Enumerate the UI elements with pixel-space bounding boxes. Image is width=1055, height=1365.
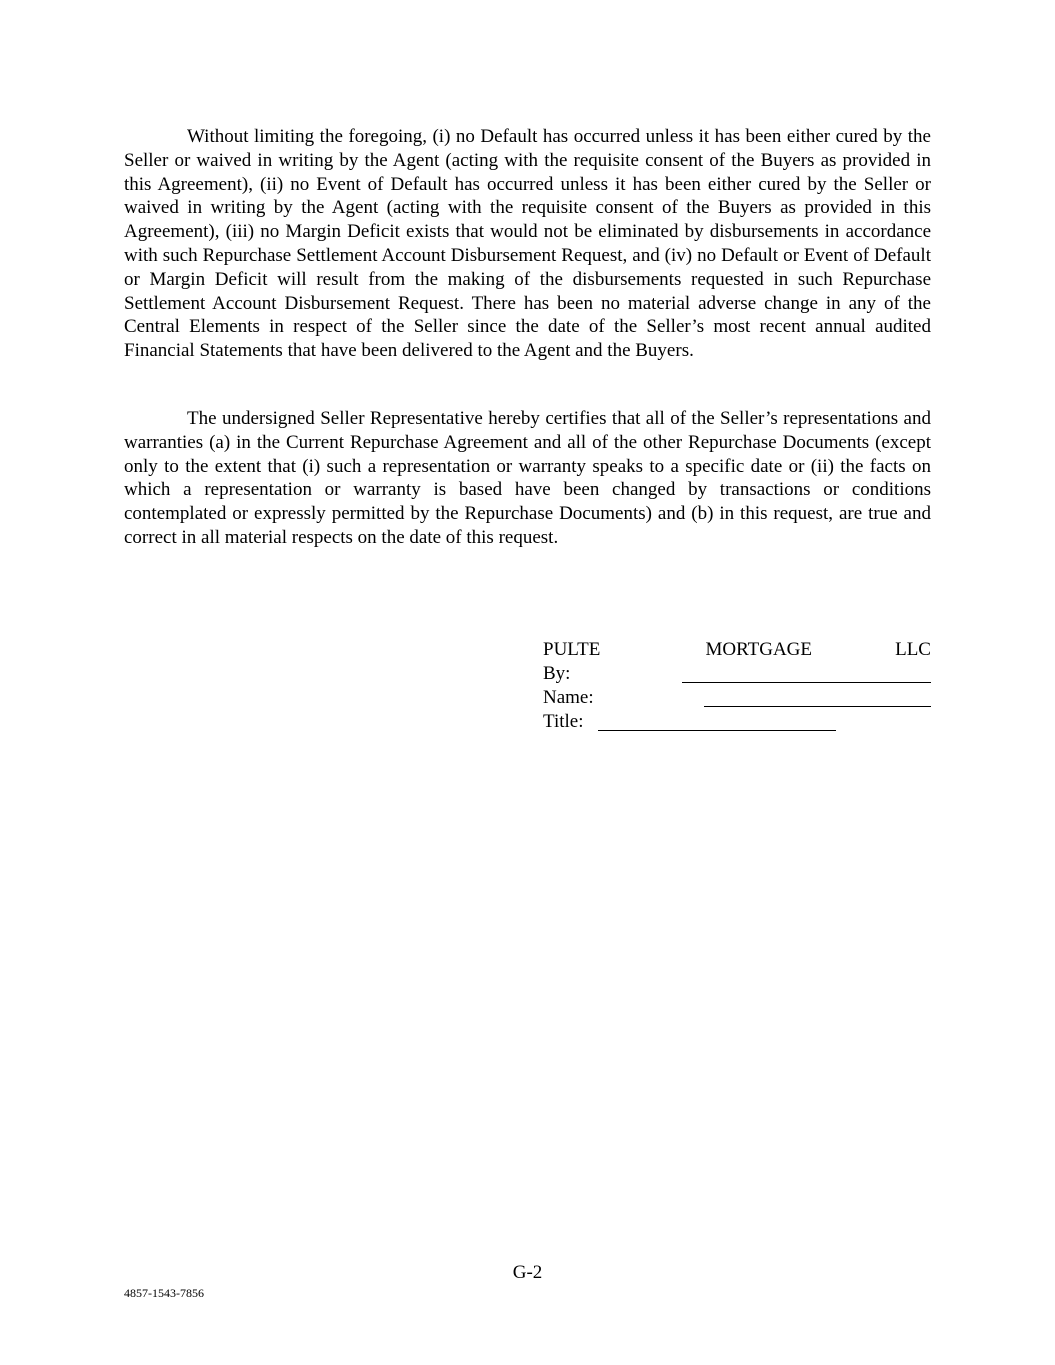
signature-by-label: By:: [543, 663, 571, 684]
document-id: 4857-1543-7856: [124, 1286, 204, 1300]
signature-title-line: [598, 730, 836, 731]
paragraph-representations: Without limiting the foregoing, (i) no Default has occurred unless it has been either cured by the Seller or waived in writing by the Agent (acting with the requisite consent of the Buyers as provided in this Agreement), (ii) no Event of Default has occurred unless it has been either cured by the Seller or waived in writing by the Agent (acting with the requisite consent of the Buyers as provided in this Agreement), (iii) no Margin Deficit exists that would not be eliminated by disbursements in accordance with such Repurchase Settlement Account Disbursement Request, and (iv) no Default or Event of Default or Margin Deficit will result from the making of the disbursements requested in such Repurchase Settlement Account Disbursement Request. There has been no material adverse change in any of the Central Elements in respect of the Seller since the date of the Seller’s most recent annual audited Financial Statements that have been delivered to the Agent and the Buyers.: [124, 126, 931, 362]
company-word-2: MORTGAGE: [705, 639, 812, 660]
signature-block: [543, 638, 931, 734]
company-word-1: PULTE: [543, 639, 601, 660]
signature-title-row: [543, 710, 931, 734]
signature-name-row: [543, 686, 931, 710]
signature-by-row: [543, 662, 931, 686]
page-number: G-2: [512, 1262, 543, 1283]
signature-by-line: [682, 682, 931, 683]
company-word-3: LLC: [895, 639, 931, 660]
signature-name-label: Name:: [543, 687, 594, 708]
paragraph-certification: The undersigned Seller Representative hereby certifies that all of the Seller’s representations and warranties (a) in the Current Repurchase Agreement and all of the other Repurchase Documents (except only to the extent that (i) such a representation or warranty speaks to a specific date or (ii) the facts on which a representation or warranty is based have been changed by transactions or conditions contemplated or expressly permitted by the Repurchase Documents) and (b) in this request, are true and correct in all material respects on the date of this request.: [124, 408, 931, 548]
signature-company-name: [543, 638, 931, 662]
signature-name-line: [704, 706, 931, 707]
signature-title-label: Title:: [543, 711, 584, 732]
